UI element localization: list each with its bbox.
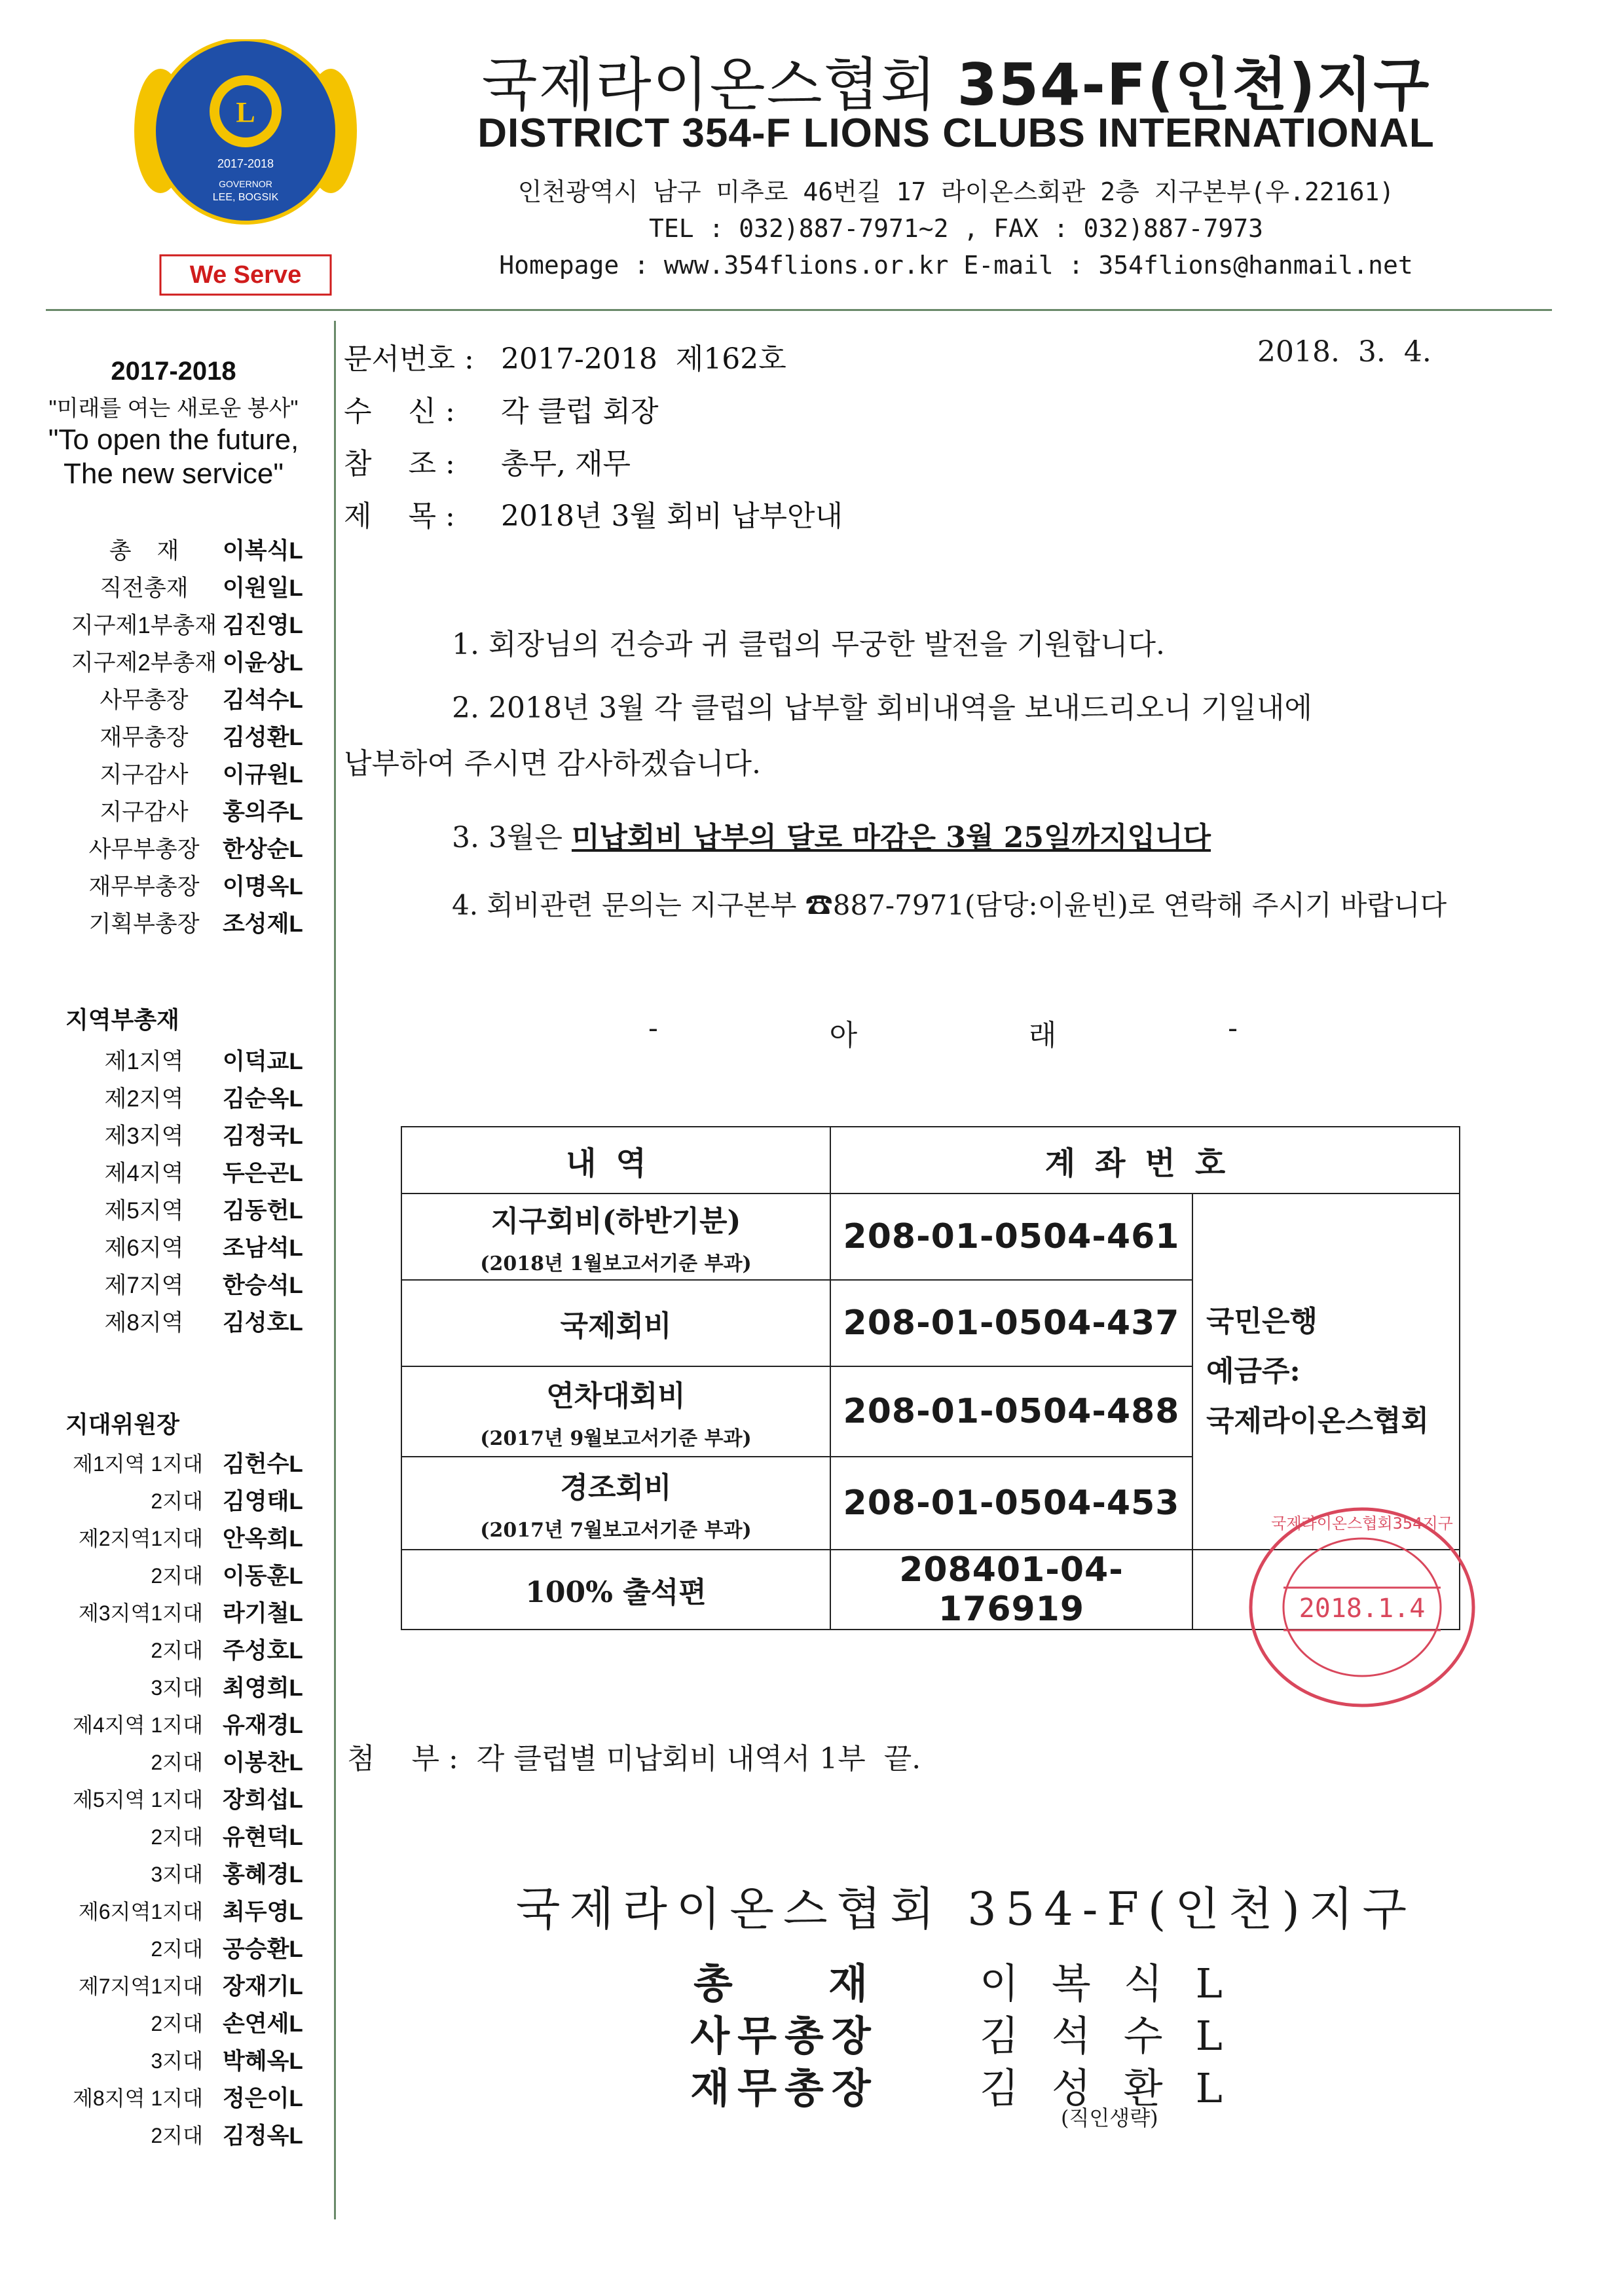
account-number: 208401-04-176919 xyxy=(830,1550,1192,1630)
roster-name: 이봉찬L xyxy=(223,1749,303,1776)
roster-role: 2지대 xyxy=(151,1563,203,1588)
roster-name: 공승환L xyxy=(223,1936,303,1962)
roster-role: 3지대 xyxy=(151,1675,203,1700)
roster-row xyxy=(65,866,341,903)
roster-name: 한승석L xyxy=(223,1272,303,1298)
roster-role: 사무부총장 xyxy=(88,836,200,862)
roster-name: 김동헌L xyxy=(223,1197,303,1224)
roster-row xyxy=(65,530,341,568)
roster-row xyxy=(65,568,341,605)
paragraph-3: 3. 3월은 미납회비 납부의 달로 마감은 3월 25일까지입니다 xyxy=(452,821,1211,854)
roster-name: 한상순L xyxy=(223,836,303,862)
roster-row xyxy=(65,605,341,642)
receipt-stamp xyxy=(1244,1499,1480,1715)
roster-name: 유재경L xyxy=(223,1712,303,1738)
doc-number-line: 문서번호 : 2017-2018 제162호 xyxy=(344,342,786,376)
roster-role: 총 재 xyxy=(109,538,179,564)
reference-line: 참 조 : 총무, 재무 xyxy=(344,447,631,481)
roster-role: 제8지역 1지대 xyxy=(72,2086,203,2110)
header-divider xyxy=(46,309,1552,311)
roster-role: 2지대 xyxy=(151,1489,203,1513)
roster-role: 지구제1부총재 xyxy=(71,612,217,638)
region-roster xyxy=(65,1041,341,1339)
zone-chairs-heading: 지대위원장 xyxy=(65,1411,179,1438)
seal-omitted-note: (직인생략) xyxy=(1061,2105,1158,2130)
roster-row xyxy=(65,1116,341,1153)
roster-row xyxy=(65,680,341,717)
recipient-line: 수 신 : 각 클럽 회장 xyxy=(344,395,659,428)
roster-name: 이복식L xyxy=(223,538,303,564)
roster-row xyxy=(65,1265,341,1302)
roster-row xyxy=(65,1667,341,1705)
roster-role: 3지대 xyxy=(151,2049,203,2073)
roster-name: 장희섭L xyxy=(223,1787,303,1813)
roster-role: 제5지역 1지대 xyxy=(72,1787,203,1812)
roster-role: 2지대 xyxy=(151,1825,203,1849)
svg-text:LEE, BOGSIK: LEE, BOGSIK xyxy=(212,192,279,203)
roster-row xyxy=(65,829,341,866)
roster-row xyxy=(65,1481,341,1518)
roster-row xyxy=(65,1854,341,1891)
table-row: 국제회비 208-01-0504-437 xyxy=(401,1280,1460,1366)
roster-role: 2지대 xyxy=(151,1638,203,1662)
roster-name: 안옥희L xyxy=(223,1525,303,1552)
roster-name: 장재기L xyxy=(223,1973,303,1999)
table-row: 지구회비(하반기분) (2018년 1월보고서기준 부과) 208-01-0504-461 국민은행 예금주: 국제라이온스협회 xyxy=(401,1194,1460,1280)
signer-governor: 총 재 이복식L xyxy=(693,1959,1255,2007)
roster-role: 제3지역1지대 xyxy=(78,1601,203,1625)
roster-name: 김석수L xyxy=(223,687,303,713)
roster-role: 지구감사 xyxy=(100,799,189,825)
roster-name: 김영태L xyxy=(223,1488,303,1514)
roster-name: 김진영L xyxy=(223,612,303,638)
bank-info: 국민은행 예금주: 국제라이온스협회 xyxy=(1192,1194,1460,1550)
table-header-row xyxy=(401,1127,1460,1194)
svg-text:2018.1.4: 2018.1.4 xyxy=(1299,1594,1426,1624)
roster-name: 김헌수L xyxy=(223,1451,303,1477)
tel-fax-line: TEL : 032)887-7971~2 , FAX : 032)887-7973 xyxy=(649,214,1263,243)
address-line: 인천광역시 남구 미추로 46번길 17 라이온스회관 2층 지구본부(우.22161) xyxy=(517,177,1395,206)
roster-role: 2지대 xyxy=(151,2123,203,2147)
account-number: 208-01-0504-453 xyxy=(830,1457,1192,1550)
svg-text:We Serve: We Serve xyxy=(189,261,302,289)
roster-role: 제6지역1지대 xyxy=(78,1899,203,1923)
roster-role: 재무부총장 xyxy=(88,873,200,900)
roster-name: 정은이L xyxy=(223,2085,303,2111)
roster-row xyxy=(65,642,341,680)
roster-role: 사무총장 xyxy=(100,687,189,713)
roster-role: 제6지역 xyxy=(104,1235,184,1261)
roster-row xyxy=(65,1966,341,2003)
paragraph-2b: 납부하여 주시면 감사하겠습니다. xyxy=(344,747,762,780)
table-row: 경조회비 (2017년 7월보고서기준 부과) 208-01-0504-453 xyxy=(401,1457,1460,1550)
roster-row xyxy=(65,1630,341,1667)
roster-name: 김정국L xyxy=(223,1123,303,1149)
below-heading: - 아 래 - xyxy=(648,1011,1238,1052)
roster-row xyxy=(65,1593,341,1630)
roster-row xyxy=(65,1929,341,1966)
roster-row xyxy=(65,1302,341,1339)
roster-name: 김성환L xyxy=(223,724,303,750)
signer-treasurer: 재무총장 김성환L xyxy=(690,2064,1255,2112)
roster-row xyxy=(65,2003,341,2041)
contact-block xyxy=(426,173,1486,283)
roster-name: 유현덕L xyxy=(223,1824,303,1850)
roster-name: 김순옥L xyxy=(223,1085,303,1112)
roster-name: 홍의주L xyxy=(223,799,303,825)
roster-role: 제7지역 xyxy=(104,1272,184,1298)
roster-name: 최두영L xyxy=(223,1899,303,1925)
sidebar-slogan: "미래를 여는 새로운 봉사" "To open the future, The new service" xyxy=(48,396,299,490)
col-header-item: 내역 xyxy=(401,1127,830,1194)
roster-name: 홍혜경L xyxy=(223,1861,303,1887)
roster-role: 3지대 xyxy=(151,1862,203,1886)
roster-role: 2지대 xyxy=(151,1937,203,1961)
roster-row xyxy=(65,792,341,829)
roster-row xyxy=(65,1779,341,1817)
roster-name: 손연세L xyxy=(223,2011,303,2037)
roster-row xyxy=(65,1078,341,1116)
roster-row xyxy=(65,1153,341,1190)
roster-row xyxy=(65,1518,341,1556)
roster-name: 김정옥L xyxy=(223,2123,303,2149)
roster-role: 제4지역 1지대 xyxy=(72,1713,203,1737)
col-header-account: 계좌번호 xyxy=(830,1127,1460,1194)
org-title-english: DISTRICT 354-F LIONS CLUBS INTERNATIONAL xyxy=(477,111,1435,156)
lions-logo xyxy=(134,39,357,301)
paragraph-2a: 2. 2018년 3월 각 클럽의 납부할 회비내역을 보내드리오니 기일내에 xyxy=(452,691,1312,725)
roster-name: 이동훈L xyxy=(223,1563,303,1589)
svg-text:GOVERNOR: GOVERNOR xyxy=(219,179,272,189)
roster-role: 재무총장 xyxy=(100,724,189,750)
region-vice-governors-heading: 지역부총재 xyxy=(65,1006,179,1033)
table-row: 100% 출석편 208401-04-176919 xyxy=(401,1550,1460,1630)
subject-line: 제 목 : 2018년 3월 회비 납부안내 xyxy=(344,500,843,533)
svg-text:L: L xyxy=(236,96,255,128)
web-email-line: Homepage : www.354flions.or.kr E-mail : 354flions@hanmail.net xyxy=(499,251,1413,280)
signer-secretary: 사무총장 김석수L xyxy=(690,2012,1255,2060)
roster-role: 제4지역 xyxy=(104,1160,184,1186)
zone-roster xyxy=(65,1444,341,2153)
roster-name: 주성호L xyxy=(223,1637,303,1664)
account-number: 208-01-0504-488 xyxy=(830,1366,1192,1457)
roster-role: 직전총재 xyxy=(100,575,189,601)
roster-name: 최영희L xyxy=(223,1675,303,1701)
roster-row xyxy=(65,1742,341,1779)
roster-name: 조남석L xyxy=(223,1235,303,1261)
attachment-line: 첨 부 : 각 클럽별 미납회비 내역서 1부 끝. xyxy=(347,1742,921,1776)
roster-role: 제5지역 xyxy=(104,1197,184,1224)
paragraph-4: 4. 회비관련 문의는 지구본부 ☎887-7971(담당:이윤빈)로 연락해 주시기 바랍니다 xyxy=(452,889,1447,921)
roster-name: 이명옥L xyxy=(223,873,303,900)
roster-name: 김성호L xyxy=(223,1309,303,1336)
roster-row xyxy=(65,1556,341,1593)
roster-role: 제2지역 xyxy=(104,1085,184,1112)
roster-role: 제1지역 1지대 xyxy=(72,1451,203,1476)
roster-row xyxy=(65,2115,341,2153)
roster-name: 두은곤L xyxy=(223,1160,303,1186)
paragraph-1: 1. 회장님의 건승과 귀 클럽의 무궁한 발전을 기원합니다. xyxy=(452,628,1165,661)
roster-role: 기획부총장 xyxy=(88,911,200,937)
roster-name: 이덕교L xyxy=(223,1048,303,1074)
table-row: 연차대회비 (2017년 9월보고서기준 부과) 208-01-0504-488 xyxy=(401,1366,1460,1457)
account-number: 208-01-0504-461 xyxy=(830,1194,1192,1280)
roster-row xyxy=(65,1891,341,1929)
org-title-korean: 국제라이온스협회 354-F(인천)지구 xyxy=(481,51,1431,118)
roster-name: 조성제L xyxy=(223,911,303,937)
roster-role: 2지대 xyxy=(151,2011,203,2035)
roster-row xyxy=(65,903,341,941)
account-number: 208-01-0504-437 xyxy=(830,1280,1192,1366)
svg-text:국제라이온스협회354지구: 국제라이온스협회354지구 xyxy=(1271,1514,1453,1533)
roster-row xyxy=(65,1705,341,1742)
roster-role: 제1지역 xyxy=(104,1048,184,1074)
roster-name: 박혜옥L xyxy=(223,2048,303,2074)
roster-row xyxy=(65,1190,341,1228)
roster-name: 이윤상L xyxy=(223,649,303,676)
roster-name: 이규원L xyxy=(223,761,303,788)
roster-role: 제2지역1지대 xyxy=(78,1526,203,1550)
roster-name: 이원일L xyxy=(223,575,303,601)
roster-role: 제8지역 xyxy=(104,1309,184,1336)
roster-row xyxy=(65,2041,341,2078)
roster-row xyxy=(65,1817,341,1854)
signature-organization: 국제라이온스협회 354-F(인천)지구 xyxy=(515,1882,1416,1936)
roster-role: 지구제2부총재 xyxy=(71,649,217,676)
roster-row xyxy=(65,1444,341,1481)
officer-roster xyxy=(65,530,341,941)
svg-text:2017-2018: 2017-2018 xyxy=(217,157,274,170)
roster-row xyxy=(65,1228,341,1265)
roster-row xyxy=(65,1041,341,1078)
deadline-notice: 미납회비 납부의 달로 마감은 3월 25일까지입니다 xyxy=(571,821,1211,854)
roster-name: 라기철L xyxy=(223,1600,303,1626)
roster-role: 지구감사 xyxy=(100,761,189,788)
roster-row xyxy=(65,717,341,754)
roster-row xyxy=(65,2078,341,2115)
sidebar-year: 2017-2018 xyxy=(111,357,236,386)
doc-date: 2018. 3. 4. xyxy=(1257,335,1431,369)
roster-role: 제7지역1지대 xyxy=(78,1974,203,1998)
roster-role: 2지대 xyxy=(151,1750,203,1774)
roster-row xyxy=(65,754,341,792)
roster-role: 제3지역 xyxy=(104,1123,184,1149)
